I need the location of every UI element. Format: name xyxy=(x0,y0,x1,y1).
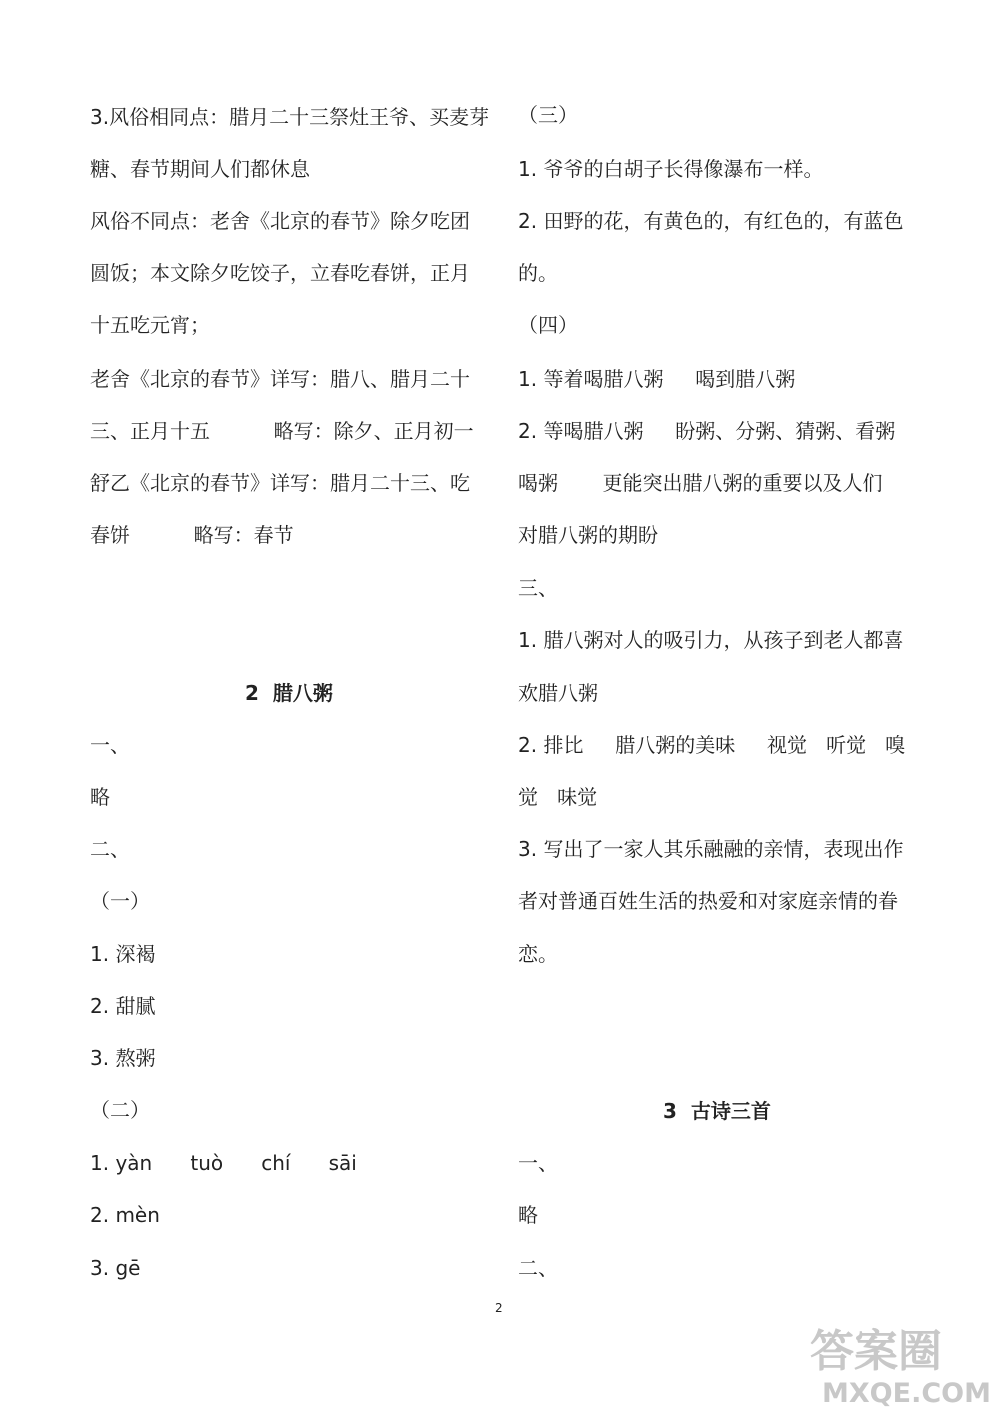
text-line: 十五吃元宵； xyxy=(90,313,210,337)
watermark-logo xyxy=(808,1318,994,1410)
text-line: 舒乙《北京的春节》详写：腊月二十三、吃 xyxy=(90,471,470,495)
text-line: 三、 xyxy=(518,576,558,600)
text-line: 略 xyxy=(90,785,110,809)
text-line: 三、正月十五 略写：除夕、正月初一 xyxy=(90,419,474,443)
text-line: 一、 xyxy=(518,1151,558,1175)
text-line: 1. 爷爷的白胡子长得像瀑布一样。 xyxy=(518,157,824,181)
text-line: 1. 深褐 xyxy=(90,942,156,966)
text-line: 春饼 略写：春节 xyxy=(90,523,294,547)
text-line: 3. 写出了一家人其乐融融的亲情，表现出作 xyxy=(518,837,904,861)
text-line: 二、 xyxy=(90,837,130,861)
text-line: 2. mèn xyxy=(90,1203,160,1227)
text-line: （一） xyxy=(90,889,150,913)
text-line: 的。 xyxy=(518,261,558,285)
text-line: 恋。 xyxy=(518,942,558,966)
text-line: 3. gē xyxy=(90,1256,141,1280)
section-heading: 2 腊八粥 xyxy=(245,681,333,705)
text-line: 1. 等着喝腊八粥 喝到腊八粥 xyxy=(518,367,796,391)
text-line: 1. yàn tuò chí sāi xyxy=(90,1151,357,1175)
text-line: 3.风俗相同点：腊月二十三祭灶王爷、买麦芽 xyxy=(90,105,490,129)
text-line: 老舍《北京的春节》详写：腊八、腊月二十 xyxy=(90,367,470,391)
text-line: 对腊八粥的期盼 xyxy=(518,523,658,547)
section-heading: 3 古诗三首 xyxy=(663,1099,771,1123)
page-number: 2 xyxy=(495,1301,503,1315)
text-line: （二） xyxy=(90,1098,150,1122)
text-line: 2. 等喝腊八粥 盼粥、分粥、猜粥、看粥 xyxy=(518,419,896,443)
text-line: 2. 排比 腊八粥的美味 视觉 听觉 嗅 xyxy=(518,733,906,757)
text-line: 2. 甜腻 xyxy=(90,994,156,1018)
text-line: 一、 xyxy=(90,733,130,757)
text-line: 圆饭；本文除夕吃饺子，立春吃春饼，正月 xyxy=(90,261,470,285)
watermark-logo-text: 答案圈 xyxy=(810,1326,942,1377)
text-line: 3. 熬粥 xyxy=(90,1046,156,1070)
text-line: 二、 xyxy=(518,1256,558,1280)
text-line: 2. 田野的花，有黄色的，有红色的，有蓝色 xyxy=(518,209,904,233)
watermark-site-text: MXQE.COM xyxy=(822,1378,991,1409)
text-line: 1. 腊八粥对人的吸引力，从孩子到老人都喜 xyxy=(518,628,904,652)
text-line: 风俗不同点：老舍《北京的春节》除夕吃团 xyxy=(90,209,470,233)
text-line: （三） xyxy=(518,103,578,127)
text-line: （四） xyxy=(518,313,578,337)
text-line: 者对普通百姓生活的热爱和对家庭亲情的眷 xyxy=(518,889,898,913)
text-line: 喝粥 更能突出腊八粥的重要以及人们 xyxy=(518,471,883,495)
text-line: 欢腊八粥 xyxy=(518,681,598,705)
text-line: 觉 味觉 xyxy=(518,785,598,809)
text-line: 略 xyxy=(518,1203,538,1227)
text-line: 糖、春节期间人们都休息 xyxy=(90,157,310,181)
